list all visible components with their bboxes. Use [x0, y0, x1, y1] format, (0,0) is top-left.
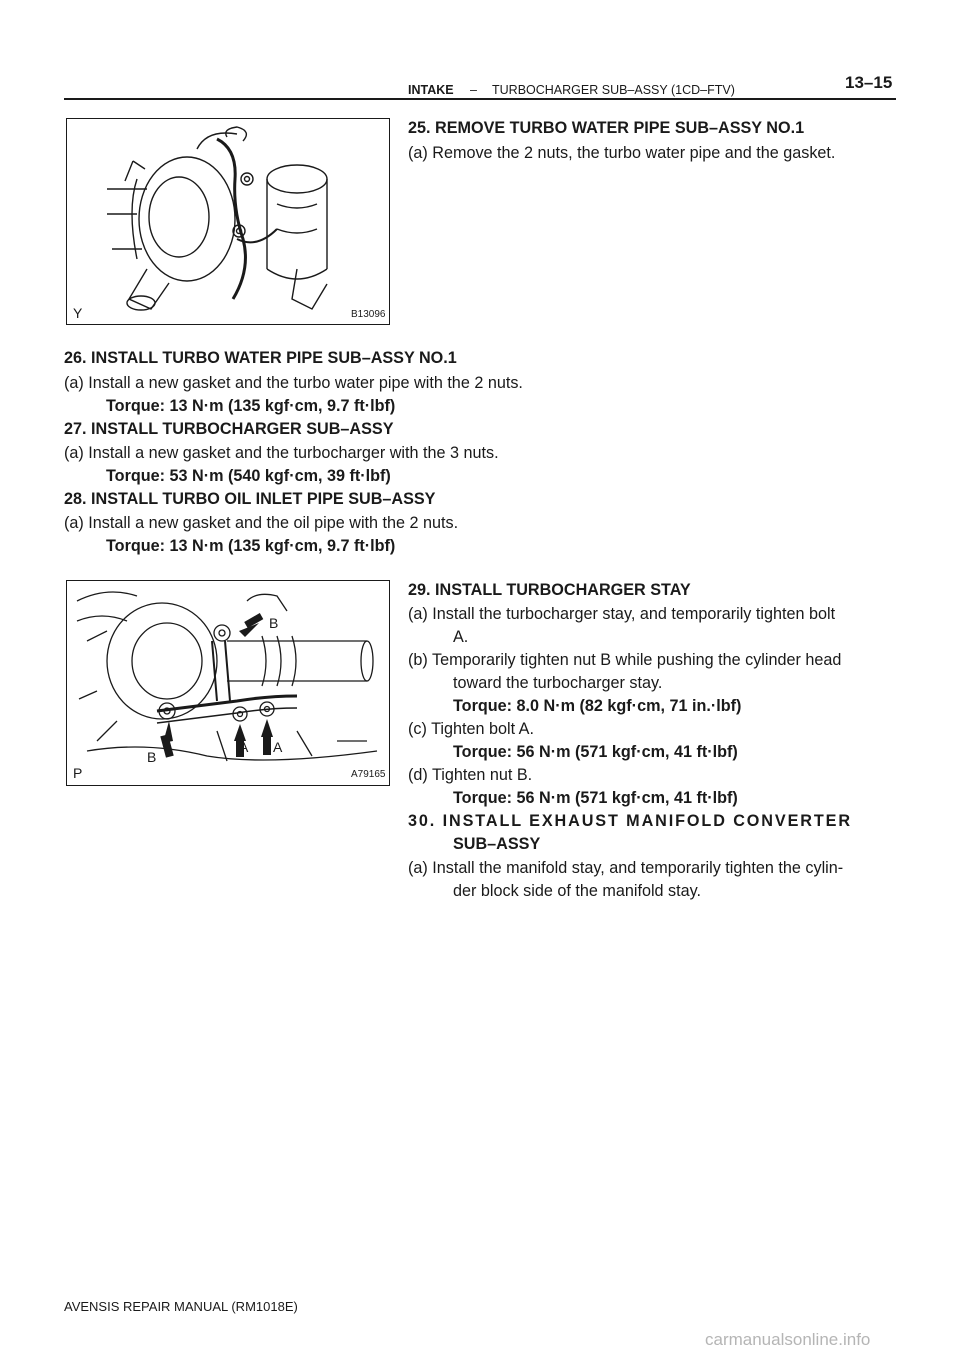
step-29-c: (c) Tighten bolt A.: [408, 720, 534, 738]
figure-code: B13096: [351, 309, 386, 320]
figure-code: A79165: [351, 769, 386, 780]
step-26-title: 26. INSTALL TURBO WATER PIPE SUB–ASSY NO.1: [64, 349, 457, 367]
step-30-title-line1: 30. INSTALL EXHAUST MANIFOLD CONVERTER: [408, 812, 852, 830]
header-rule: [64, 98, 896, 100]
step-27-title: 27. INSTALL TURBOCHARGER SUB–ASSY: [64, 420, 394, 438]
header-subtitle: TURBOCHARGER SUB–ASSY (1CD–FTV): [492, 83, 735, 97]
callout-b-upper: B: [269, 615, 279, 631]
step-28-title: 28. INSTALL TURBO OIL INLET PIPE SUB–ASSY: [64, 490, 436, 508]
step-25-title: 25. REMOVE TURBO WATER PIPE SUB–ASSY NO.1: [408, 119, 805, 137]
figure-corner-letter: Y: [73, 305, 83, 321]
step-26-torque: Torque: 13 N·m (135 kgf·cm, 9.7 ft·lbf): [106, 397, 396, 415]
step-27-torque: Torque: 53 N·m (540 kgf·cm, 39 ft·lbf): [106, 467, 391, 485]
turbo-water-pipe-illustration: [67, 119, 389, 324]
step-29-b-line1: (b) Temporarily tighten nut B while pushing the cylinder head: [408, 651, 842, 669]
callout-b-lower: B: [147, 749, 157, 765]
header-separator: –: [470, 83, 477, 97]
step-25-a: (a) Remove the 2 nuts, the turbo water pipe and the gasket.: [408, 144, 836, 162]
step-27-a: (a) Install a new gasket and the turbocharger with the 3 nuts.: [64, 444, 499, 462]
step-30-title-line2: SUB–ASSY: [453, 835, 541, 853]
step-30-a-line2: der block side of the manifold stay.: [453, 882, 702, 900]
step-29-b-line2: toward the turbocharger stay.: [453, 674, 663, 692]
step-29-title: 29. INSTALL TURBOCHARGER STAY: [408, 581, 691, 599]
watermark: carmanualsonline.info: [705, 1330, 871, 1349]
page-number: 13–15: [845, 73, 893, 92]
step-26-a: (a) Install a new gasket and the turbo water pipe with the 2 nuts.: [64, 374, 523, 392]
figure-corner-letter: P: [73, 765, 83, 781]
step-29-a-line2: A.: [453, 628, 469, 646]
callout-a-left: A: [239, 739, 249, 755]
figure-turbo-water-pipe: [66, 118, 390, 325]
header-section: INTAKE: [408, 83, 454, 97]
step-29-c-torque: Torque: 56 N·m (571 kgf·cm, 41 ft·lbf): [453, 743, 738, 761]
step-29-b-torque: Torque: 8.0 N·m (82 kgf·cm, 71 in.·lbf): [453, 697, 742, 715]
step-28-torque: Torque: 13 N·m (135 kgf·cm, 9.7 ft·lbf): [106, 537, 396, 555]
figure-turbocharger-stay: [66, 580, 390, 786]
footer-manual-title: AVENSIS REPAIR MANUAL (RM1018E): [64, 1299, 298, 1314]
step-29-d: (d) Tighten nut B.: [408, 766, 533, 784]
step-30-a-line1: (a) Install the manifold stay, and temporarily tighten the cylin-: [408, 859, 844, 877]
step-28-a: (a) Install a new gasket and the oil pipe with the 2 nuts.: [64, 514, 459, 532]
step-29-a-line1: (a) Install the turbocharger stay, and temporarily tighten bolt: [408, 605, 836, 623]
step-29-d-torque: Torque: 56 N·m (571 kgf·cm, 41 ft·lbf): [453, 789, 738, 807]
callout-a-right: A: [273, 739, 283, 755]
turbocharger-stay-illustration: [67, 581, 389, 785]
